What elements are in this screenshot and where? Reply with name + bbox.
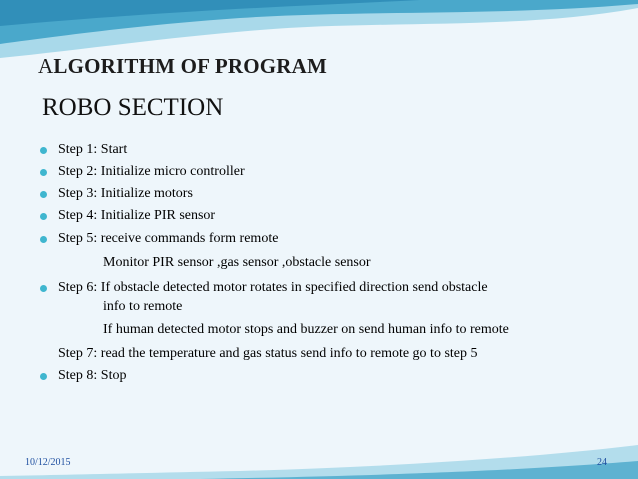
bullet-icon bbox=[40, 213, 47, 220]
step-line-unbulleted: Step 7: read the temperature and gas status send info to remote go to step 5 bbox=[58, 346, 478, 361]
step-line: Step 1: Start bbox=[58, 142, 128, 157]
slide-title-rest: LGORITHM OF PROGRAM bbox=[53, 54, 328, 78]
step-line: Step 8: Stop bbox=[58, 368, 127, 383]
bullet-icon bbox=[40, 191, 47, 198]
step-continuation: Monitor PIR sensor ,gas sensor ,obstacle sensor bbox=[103, 255, 371, 270]
bullet-icon bbox=[40, 169, 47, 176]
bullet-icon bbox=[40, 147, 47, 154]
step-line: Step 6: If obstacle detected motor rotates in specified direction send obstacle bbox=[58, 280, 488, 295]
page-number: 24 bbox=[597, 457, 607, 468]
bullet-icon bbox=[40, 236, 47, 243]
step-line: Step 5: receive commands form remote bbox=[58, 231, 279, 246]
bullet-icon bbox=[40, 373, 47, 380]
footer-date: 10/12/2015 bbox=[25, 457, 71, 468]
slide-title-initial: A bbox=[38, 54, 54, 78]
step-line: Step 4: Initialize PIR sensor bbox=[58, 208, 216, 223]
step-line: Step 2: Initialize micro controller bbox=[58, 164, 245, 179]
slide-title bbox=[38, 54, 327, 79]
top-wave-decoration bbox=[0, 0, 638, 60]
bullet-icon bbox=[40, 285, 47, 292]
bottom-wave-decoration bbox=[0, 439, 638, 479]
step-line: Step 3: Initialize motors bbox=[58, 186, 193, 201]
step-continuation: If human detected motor stops and buzzer on send human info to remote bbox=[103, 322, 509, 337]
slide-subtitle: ROBO SECTION bbox=[42, 94, 224, 121]
step-continuation: info to remote bbox=[103, 299, 183, 314]
